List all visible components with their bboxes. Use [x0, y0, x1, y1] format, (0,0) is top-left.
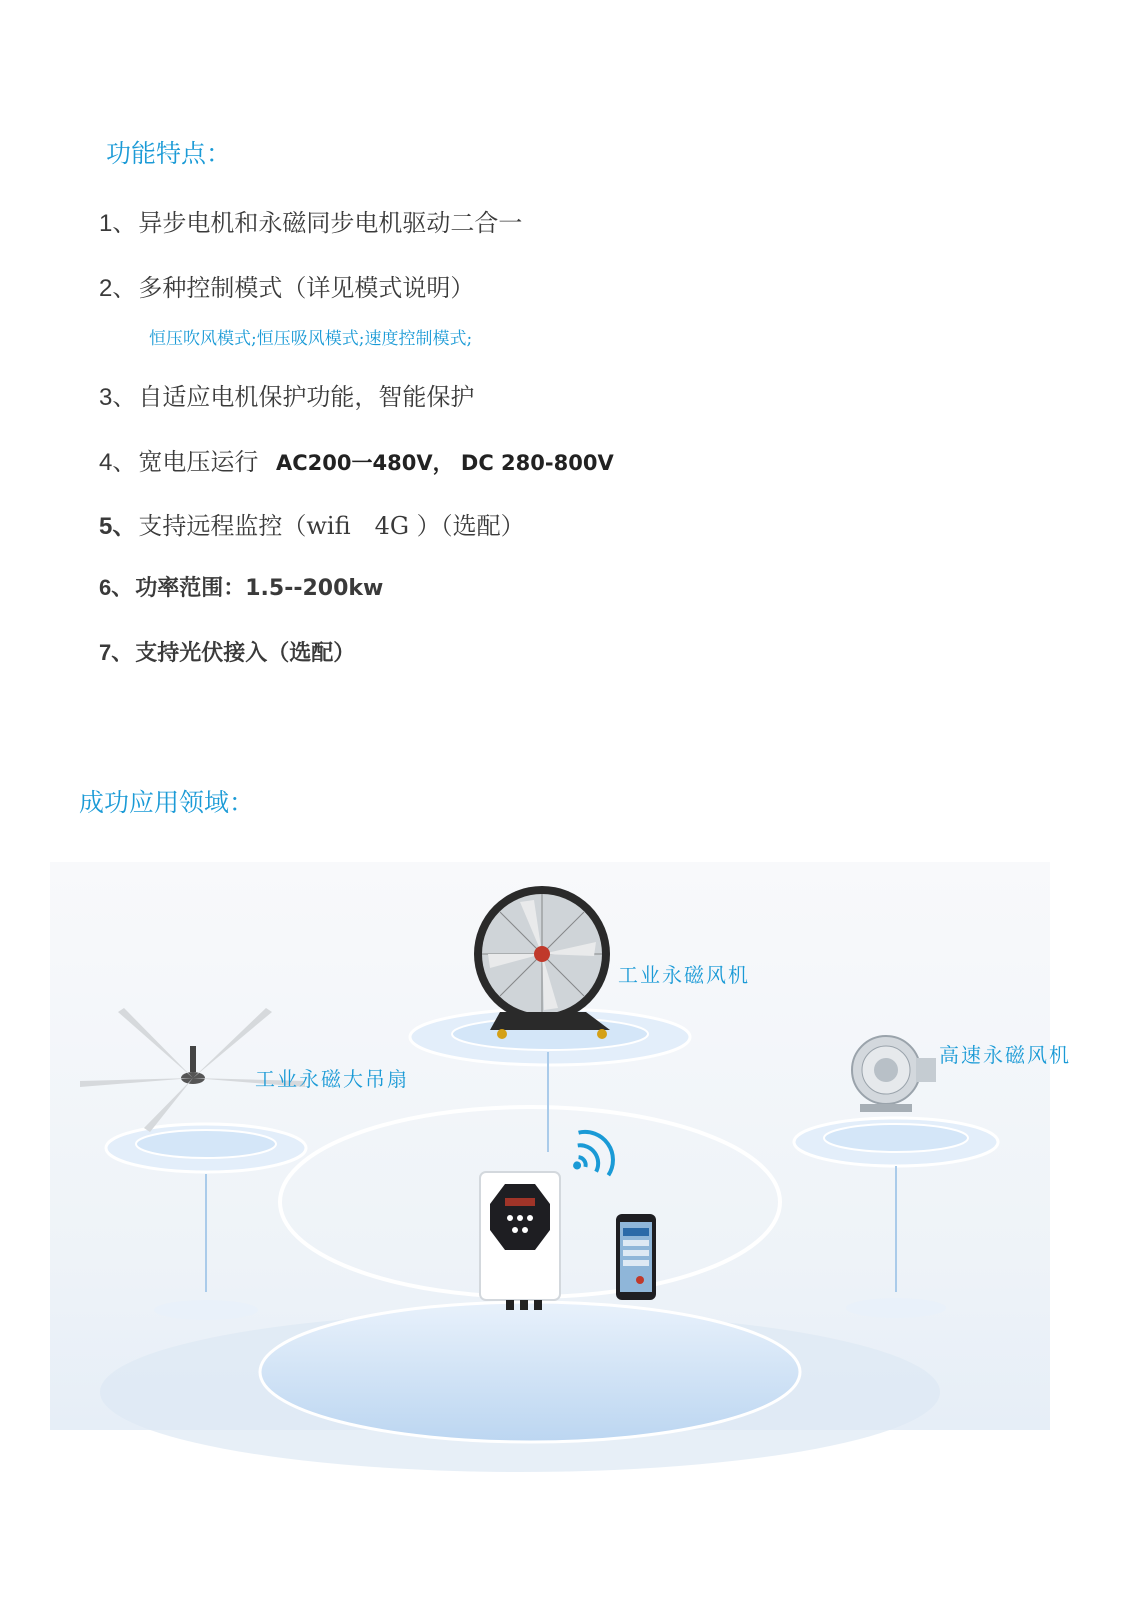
- label-ceiling-fan: 工业永磁大吊扇: [255, 1067, 409, 1091]
- feature-5: [99, 506, 525, 541]
- feature-number: 7、: [99, 640, 134, 665]
- feature-4: [99, 442, 614, 477]
- feature-text: 支持光伏接入（选配）: [135, 641, 356, 666]
- controller-device-icon: [480, 1172, 560, 1310]
- feature-number: 2、: [99, 275, 137, 302]
- label-high-speed-blower: 高速永磁风机: [939, 1043, 1071, 1067]
- voltage-spec: AC200一480V， DC 280-800V: [276, 451, 614, 475]
- wifi-icon: [559, 1123, 623, 1189]
- feature-1: [99, 203, 522, 238]
- feature-number: 6、: [99, 575, 134, 600]
- feature-6: [99, 571, 383, 602]
- modes-line: 恒压吹风模式;恒压吸风模式;速度控制模式;: [149, 329, 473, 349]
- applications-illustration: [50, 862, 1071, 1430]
- feature-number: 4、: [99, 449, 137, 476]
- phone-icon: [616, 1214, 656, 1300]
- applications-heading: 成功应用领域：: [79, 788, 255, 817]
- feature-text: 功率范围：1.5--200kw: [135, 576, 384, 601]
- feature-3: [99, 377, 474, 412]
- features-heading: 功能特点：: [106, 139, 232, 168]
- feature-text: 宽电压运行: [138, 448, 259, 476]
- high-speed-blower-icon: [852, 1036, 936, 1112]
- feature-number: 3、: [99, 384, 137, 411]
- feature-text: 自适应电机保护功能，智能保护: [138, 383, 475, 411]
- feature-7: [99, 636, 355, 667]
- label-industrial-fan: 工业永磁风机: [618, 963, 750, 987]
- feature-2: [99, 268, 474, 303]
- feature-number: 5、: [99, 513, 137, 540]
- feature-text: 异步电机和永磁同步电机驱动二合一: [138, 209, 523, 237]
- feature-text: 多种控制模式（详见模式说明）: [138, 274, 475, 302]
- feature-text: 支持远程监控（wifi 4G ）（选配）: [138, 512, 525, 540]
- feature-number: 1、: [99, 210, 137, 237]
- applications-scene: [50, 862, 1050, 1430]
